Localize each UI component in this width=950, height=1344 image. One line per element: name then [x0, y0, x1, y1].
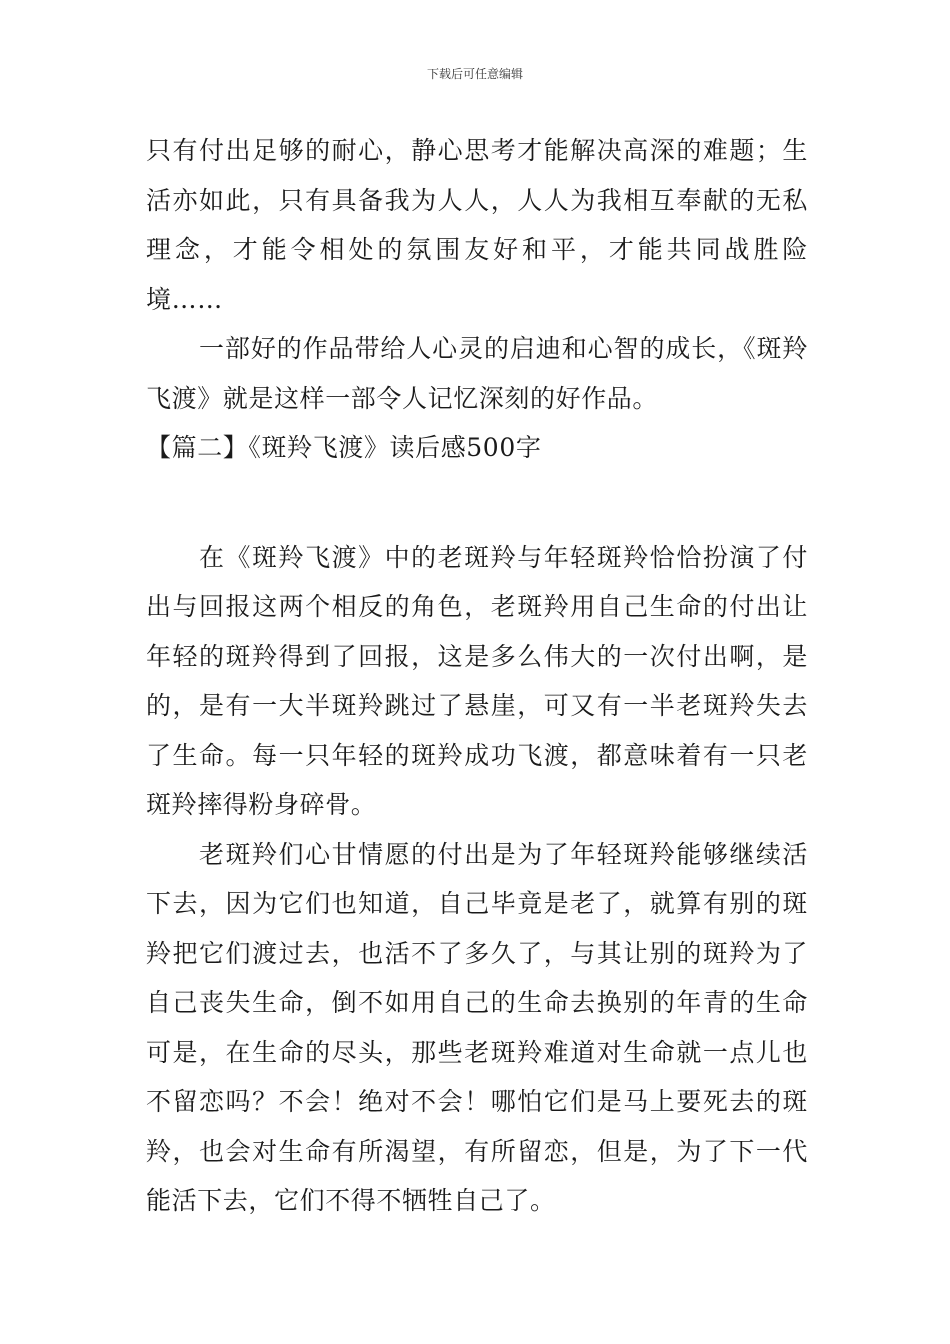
body-paragraph: 只有付出足够的耐心，静心思考才能解决高深的难题；生活亦如此，只有具备我为人人，人人为我相互奉献的无私理念，才能令相处的氛围友好和平，才能共同战胜险境…… — [146, 136, 808, 314]
document-body — [146, 126, 808, 1226]
body-paragraph: 一部好的作品带给人心灵的启迪和心智的成长，《斑羚飞渡》就是这样一部令人记忆深刻的好作品。 — [146, 334, 808, 413]
section-spacer — [146, 473, 808, 533]
section-heading: 【篇二】《斑羚飞渡》读后感500字 — [146, 433, 542, 462]
body-paragraph: 老斑羚们心甘情愿的付出是为了年轻斑羚能够继续活下去，因为它们也知道，自己毕竟是老了，就算有别的斑羚把它们渡过去，也活不了多久了，与其让别的斑羚为了自己丧失生命，倒不如用自己的生命去换别的年青的生命可是，在生命的尽头，那些老斑羚难道对生命就一点儿也不留恋吗？不会！绝对不会！哪怕它们是马上要死去的斑羚，也会对生命有所渴望，有所留恋，但是，为了下一代能活下去，它们不得不牺牲自己了。 — [146, 839, 808, 1215]
body-paragraph: 在《斑羚飞渡》中的老斑羚与年轻斑羚恰恰扮演了付出与回报这两个相反的角色，老斑羚用自己生命的付出让年轻的斑羚得到了回报，这是多么伟大的一次付出啊，是的，是有一大半斑羚跳过了悬崖，可又有一半老斑羚失去了生命。每一只年轻的斑羚成功飞渡，都意味着有一只老斑羚摔得粉身碎骨。 — [146, 542, 808, 819]
page-header-note: 下载后可任意编辑 — [426, 67, 523, 81]
